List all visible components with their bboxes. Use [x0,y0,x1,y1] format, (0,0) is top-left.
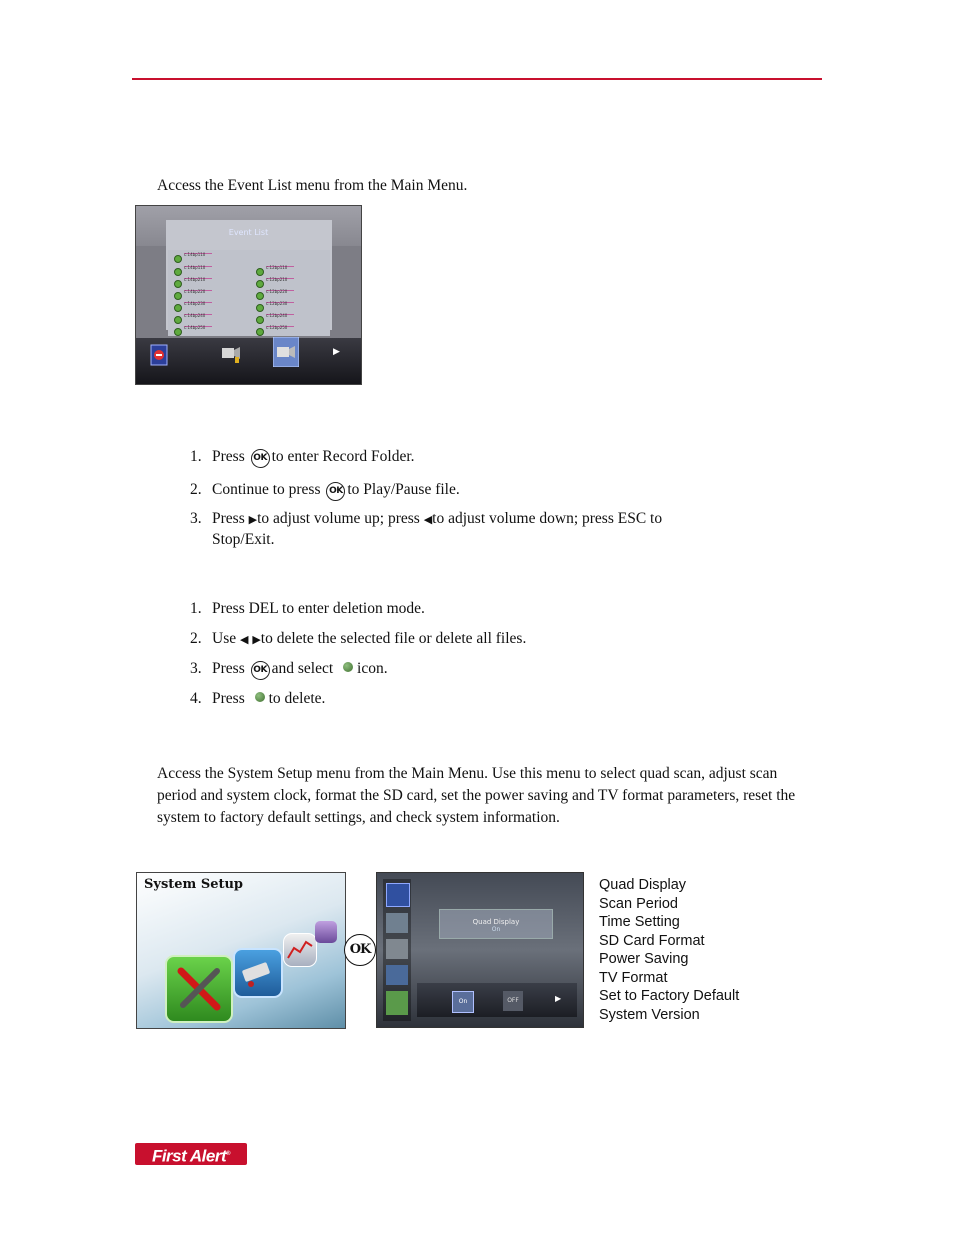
list-item: 1. Press OK to enter Record Folder. [190,446,415,468]
menu-item: Scan Period [599,895,678,912]
trash-icon[interactable] [149,344,169,366]
list-item: 3. Press ▶to adjust volume up; press ◀to adjust volume down; press ESC to [190,510,663,527]
system-setup-intro: Access the System Setup menu from the Main Menu. Use this menu to select quad scan, adjust scan period and system clock, format the SD card, set the power saving and TV format parameters, reset the system to factory default settings, and check system information. [157,765,796,826]
camera-icon [235,950,281,996]
tools-icon [167,957,231,1021]
list-item: c:14bp240 [174,314,234,324]
list-item-continuation: Stop/Exit. [212,531,275,548]
list-item: c:14bp230 [174,302,234,312]
ok-button-icon: OK [344,934,376,966]
event-list [168,250,330,336]
system-setup-screenshot [136,872,346,1029]
ok-icon: OK [251,661,270,680]
menu-item: Quad Display [599,877,687,893]
list-item: c:14bp250 [174,326,234,336]
list-item: 3. Press OK and select icon. [190,658,388,680]
chart-icon [284,934,316,966]
folder-list-icon[interactable] [273,337,299,367]
green-dot-icon [343,662,353,672]
right-arrow-icon: ▶ [252,633,261,646]
header-rule [132,78,822,80]
settings-tile[interactable] [315,921,337,943]
delete-steps [190,598,790,713]
menu-item: System Version [599,1006,700,1023]
list-item: c:12bp240 [256,314,316,324]
left-arrow-icon: ◀ [423,513,433,526]
green-dot-icon [255,692,265,702]
play-steps [190,446,790,556]
list-item: c:12bp250 [256,326,316,336]
list-item: c:12bp210 [256,278,316,288]
list-item: c:14bp220 [174,290,234,300]
list-item: 1. Press DEL to enter deletion mode. [190,600,425,617]
camera-tile[interactable] [233,948,283,998]
list-item: c:14bp210 [174,278,234,288]
list-item: c:14bp110 [174,266,234,276]
next-arrow-icon[interactable]: ▶ [333,347,340,357]
event-list-title: Event List [228,228,269,237]
off-button[interactable]: OFF [503,991,523,1011]
menu-item: SD Card Format [599,932,705,949]
quad-icon[interactable] [386,883,410,907]
on-button[interactable]: On [452,991,474,1013]
system-menu-list [599,876,739,1024]
option-bar [417,983,577,1017]
event-list-screenshot [135,205,362,385]
list-item: 2. Continue to press OK to Play/Pause file. [190,479,460,501]
list-item: c:12bp230 [256,302,316,312]
brand-logo: First Alert® [135,1143,247,1165]
menu-item: Power Saving [599,951,689,967]
scan-icon[interactable] [386,913,408,933]
tools-tile[interactable] [165,955,233,1023]
folder-camera-icon[interactable] [221,342,241,364]
quad-display-box: Quad Display On [439,909,553,939]
list-item: 2. Use ◀ ▶to delete the selected file or delete all files. [190,630,527,647]
ok-icon: OK [251,449,270,468]
list-item: c:12bp110 [256,266,316,276]
menu-item: TV Format [599,969,668,986]
sd-card-icon[interactable] [386,965,408,985]
quad-display-screenshot [376,872,584,1028]
ok-icon: OK [326,482,345,501]
clock-icon[interactable] [386,939,408,959]
next-arrow-icon[interactable]: ▶ [555,994,562,1003]
list-item: c:12bp220 [256,290,316,300]
system-setup-title: System Setup [144,877,244,892]
event-list-intro: Access the Event List menu from the Main Menu. [157,177,468,194]
list-item: c:14bp110 [174,253,234,263]
right-arrow-icon: ▶ [248,513,258,526]
menu-item: Set to Factory Default [599,988,740,1004]
chart-tile[interactable] [283,933,317,967]
list-item: 4. Press to delete. [190,690,326,707]
left-arrow-icon: ◀ [239,633,249,646]
menu-item: Time Setting [599,914,680,930]
screen-bottom-bar [136,338,361,384]
power-icon[interactable] [386,991,408,1015]
